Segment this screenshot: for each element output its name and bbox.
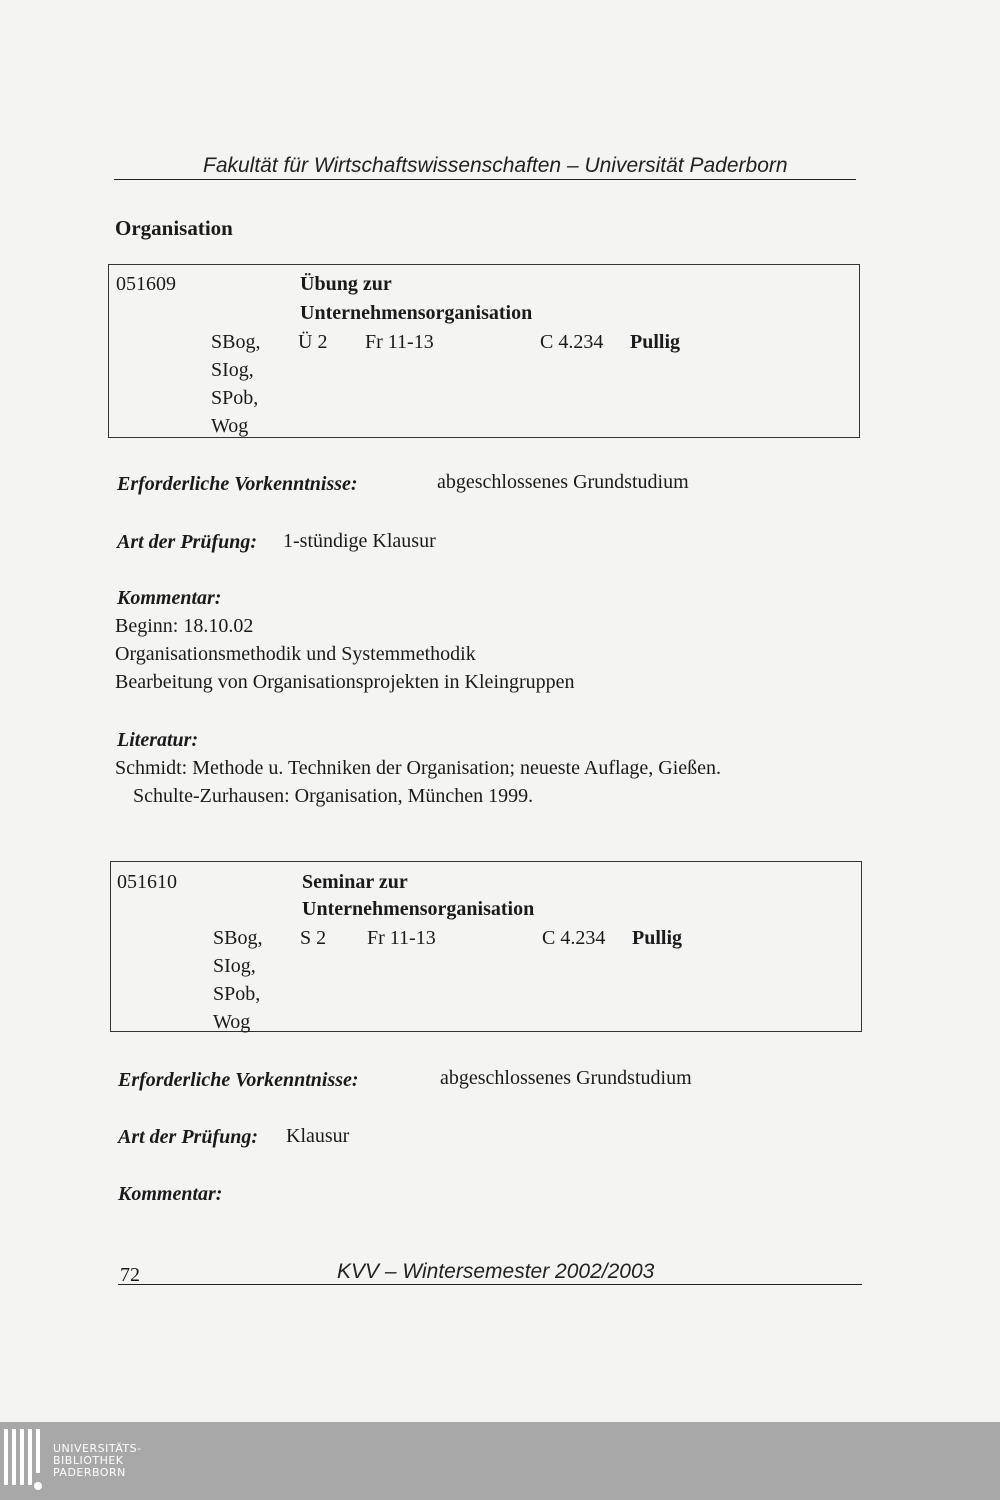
prerequisites-value: abgeschlossenes Grundstudium [440, 1067, 692, 1089]
comment-line: Bearbeitung von Organisationsprojekten in Kleingruppen [115, 671, 575, 693]
course-time: Fr 11-13 [365, 331, 434, 353]
course-number: 051610 [117, 871, 177, 893]
course-title-line1: Übung zur [300, 273, 392, 295]
course-title-line2: Unternehmensorganisation [302, 898, 535, 920]
course-program: SIog, [213, 955, 256, 977]
footer-rule [118, 1284, 862, 1285]
course-type: S 2 [300, 927, 327, 949]
course-program: SBog, [213, 927, 263, 949]
comment-label: Kommentar: [118, 1183, 223, 1205]
prerequisites-label: Erforderliche Vorkenntnisse: [118, 1069, 359, 1091]
prerequisites-label: Erforderliche Vorkenntnisse: [117, 473, 358, 495]
comment-line: Beginn: 18.10.02 [115, 615, 254, 637]
comment-line: Organisationsmethodik und Systemmethodik [115, 643, 476, 665]
literature-label: Literatur: [117, 729, 199, 751]
section-title: Organisation [115, 216, 233, 240]
course-type: Ü 2 [298, 331, 328, 353]
course-time: Fr 11-13 [367, 927, 436, 949]
exam-type-value: Klausur [286, 1125, 350, 1147]
course-title-line2: Unternehmensorganisation [300, 302, 533, 324]
course-lecturer: Pullig [630, 331, 681, 353]
course-program: Wog [213, 1011, 251, 1033]
literature-line: Schmidt: Methode u. Techniken der Organisation; neueste Auflage, Gießen. [115, 757, 722, 779]
course-program: SIog, [211, 359, 254, 381]
course-program: SBog, [211, 331, 261, 353]
page-header-title: Fakultät für Wirtschaftswissenschaften – Universität Paderborn [203, 154, 788, 177]
course-title-line1: Seminar zur [302, 871, 408, 893]
library-name-line2: BIBLIOTHEK [53, 1454, 124, 1467]
course-room: C 4.234 [542, 927, 606, 949]
course-room: C 4.234 [540, 331, 604, 353]
literature-line: Schulte-Zurhausen: Organisation, München 1999. [133, 785, 534, 807]
page-number: 72 [120, 1264, 140, 1286]
header-rule [114, 179, 856, 180]
comment-label: Kommentar: [117, 587, 222, 609]
library-logo-icon [2, 1427, 48, 1497]
course-program: Wog [211, 415, 249, 437]
course-program: SPob, [213, 983, 261, 1005]
library-name-line1: UNIVERSITÄTS- [53, 1442, 142, 1455]
exam-type-value: 1-stündige Klausur [283, 530, 436, 552]
library-watermark-bar [0, 1422, 1000, 1500]
library-name-line3: PADERBORN [53, 1466, 126, 1479]
course-number: 051609 [116, 273, 176, 295]
course-program: SPob, [211, 387, 259, 409]
exam-type-label: Art der Prüfung: [118, 1126, 259, 1148]
prerequisites-value: abgeschlossenes Grundstudium [437, 471, 689, 493]
page-footer-title: KVV – Wintersemester 2002/2003 [337, 1260, 655, 1283]
exam-type-label: Art der Prüfung: [117, 531, 258, 553]
course-lecturer: Pullig [632, 927, 683, 949]
